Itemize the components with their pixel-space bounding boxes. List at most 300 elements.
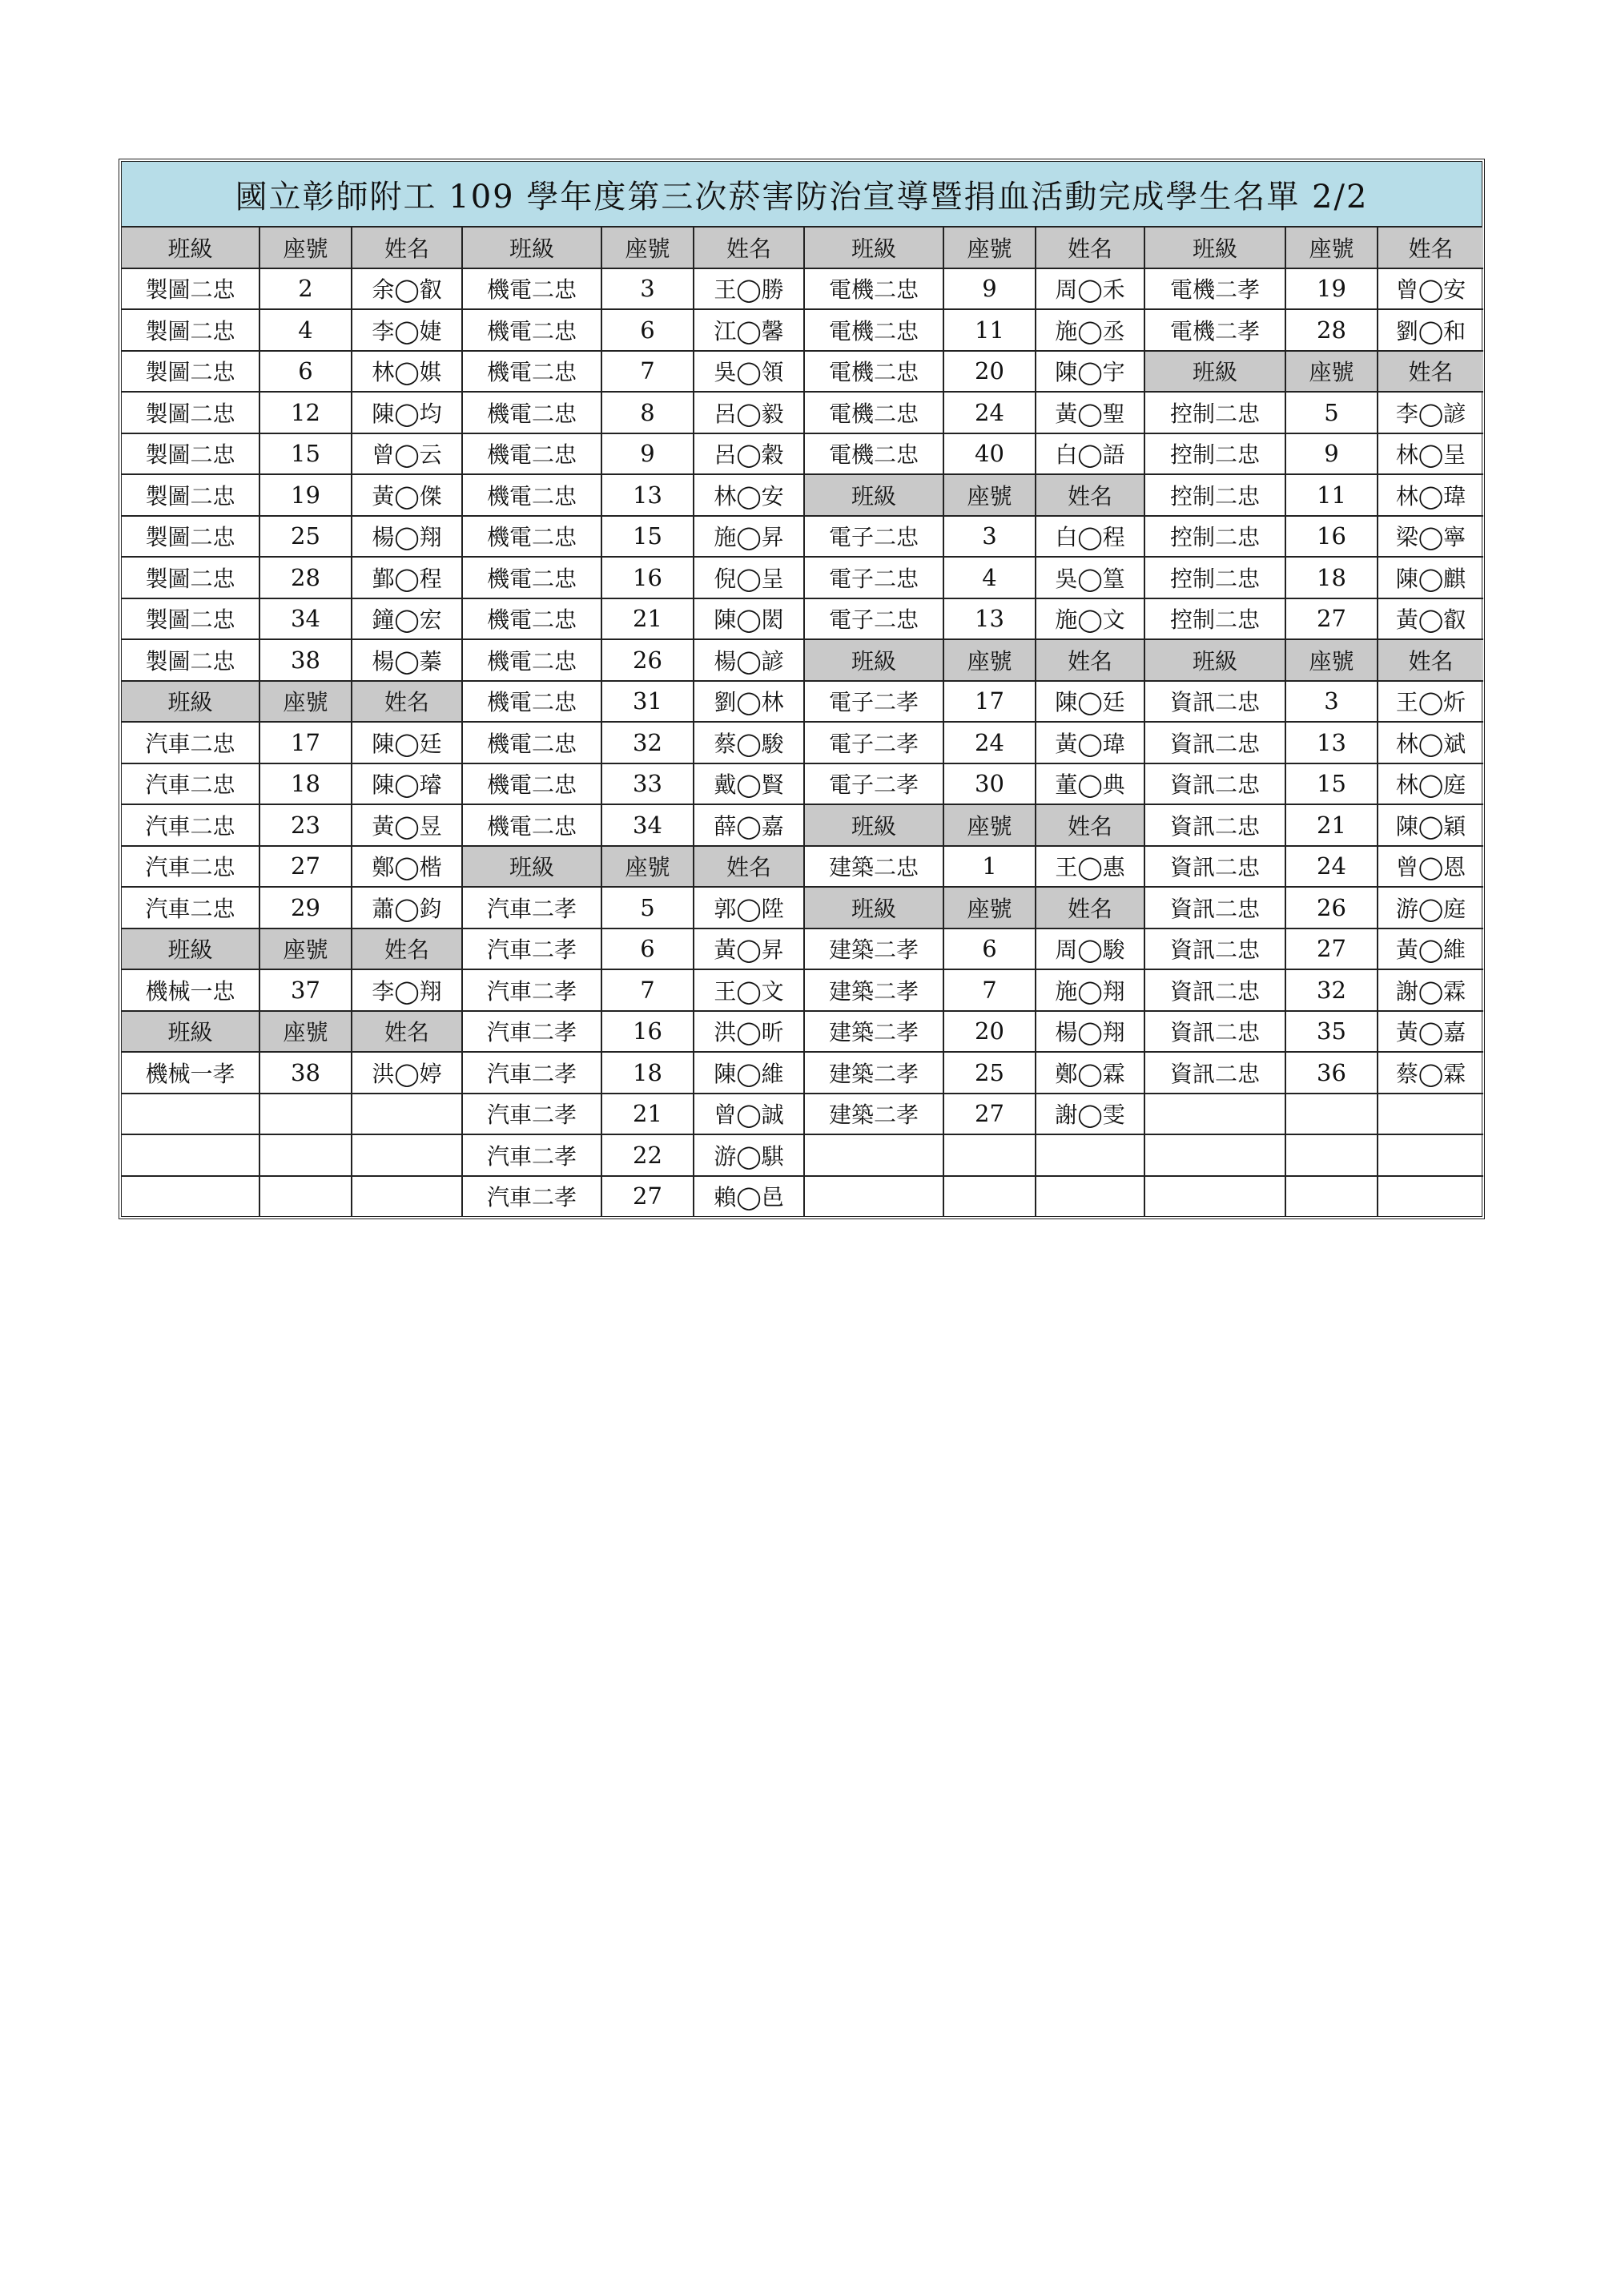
column-header-name: 姓名 bbox=[1378, 228, 1483, 268]
cell-name: 王◯勝 bbox=[694, 268, 804, 310]
cell-name bbox=[1036, 1176, 1144, 1217]
cell-class: 製圖二忠 bbox=[122, 433, 259, 475]
cell-seat bbox=[943, 1176, 1036, 1217]
cell-class: 電機二忠 bbox=[804, 433, 943, 475]
cell-name: 黃◯嘉 bbox=[1378, 1011, 1483, 1053]
cell-seat: 26 bbox=[601, 639, 694, 681]
cell-name: 林◯呈 bbox=[1378, 433, 1483, 475]
cell-name: 鄭◯楷 bbox=[352, 846, 462, 888]
cell-name: 謝◯霖 bbox=[1378, 969, 1483, 1011]
cell-seat: 27 bbox=[1285, 598, 1378, 640]
cell-seat: 27 bbox=[1285, 928, 1378, 970]
cell-seat: 21 bbox=[601, 1094, 694, 1135]
table-row bbox=[122, 1176, 1483, 1217]
cell-name: 陳◯維 bbox=[694, 1052, 804, 1094]
cell-seat: 6 bbox=[601, 928, 694, 970]
cell-seat: 3 bbox=[1285, 681, 1378, 723]
cell-class: 機電二忠 bbox=[462, 474, 601, 516]
cell-seat: 15 bbox=[601, 516, 694, 558]
cell-seat: 6 bbox=[943, 928, 1036, 970]
cell-name: 曾◯安 bbox=[1378, 268, 1483, 310]
table-row bbox=[122, 639, 1483, 681]
cell-seat: 1 bbox=[943, 846, 1036, 888]
cell-name bbox=[352, 1134, 462, 1176]
cell-seat: 7 bbox=[601, 969, 694, 1011]
cell-class: 機電二忠 bbox=[462, 516, 601, 558]
cell-seat: 34 bbox=[601, 804, 694, 846]
column-header-seat: 座號 bbox=[943, 887, 1036, 928]
cell-seat: 18 bbox=[601, 1052, 694, 1094]
cell-seat: 40 bbox=[943, 433, 1036, 475]
cell-name: 曾◯誠 bbox=[694, 1094, 804, 1135]
cell-name bbox=[1378, 1176, 1483, 1217]
cell-seat: 30 bbox=[943, 763, 1036, 805]
cell-class: 汽車二忠 bbox=[122, 722, 259, 763]
cell-class: 建築二孝 bbox=[804, 1052, 943, 1094]
cell-class: 電機二忠 bbox=[804, 268, 943, 310]
column-header-class: 班級 bbox=[1144, 351, 1285, 393]
cell-seat: 34 bbox=[259, 598, 352, 640]
cell-name: 陳◯宇 bbox=[1036, 351, 1144, 393]
cell-name: 林◯庭 bbox=[1378, 763, 1483, 805]
cell-class: 製圖二忠 bbox=[122, 474, 259, 516]
cell-class: 製圖二忠 bbox=[122, 309, 259, 351]
table-row bbox=[122, 681, 1483, 723]
cell-seat: 37 bbox=[259, 969, 352, 1011]
cell-seat: 13 bbox=[1285, 722, 1378, 763]
cell-class: 汽車二忠 bbox=[122, 887, 259, 928]
column-header-class: 班級 bbox=[804, 639, 943, 681]
cell-seat: 5 bbox=[1285, 392, 1378, 433]
cell-seat: 25 bbox=[943, 1052, 1036, 1094]
cell-name: 呂◯穀 bbox=[694, 433, 804, 475]
cell-class: 建築二孝 bbox=[804, 1094, 943, 1135]
cell-name: 黃◯昱 bbox=[352, 804, 462, 846]
column-header-class: 班級 bbox=[122, 681, 259, 723]
cell-class: 製圖二忠 bbox=[122, 351, 259, 393]
cell-name: 施◯丞 bbox=[1036, 309, 1144, 351]
cell-seat: 3 bbox=[601, 268, 694, 310]
cell-name: 薛◯嘉 bbox=[694, 804, 804, 846]
cell-seat: 24 bbox=[943, 392, 1036, 433]
cell-class: 製圖二忠 bbox=[122, 392, 259, 433]
cell-seat: 38 bbox=[259, 639, 352, 681]
cell-class bbox=[804, 1176, 943, 1217]
column-header-class: 班級 bbox=[804, 228, 943, 268]
cell-name bbox=[352, 1094, 462, 1135]
cell-name: 白◯程 bbox=[1036, 516, 1144, 558]
table-row bbox=[122, 763, 1483, 805]
cell-seat: 36 bbox=[1285, 1052, 1378, 1094]
column-header-name: 姓名 bbox=[1036, 639, 1144, 681]
cell-name: 周◯駿 bbox=[1036, 928, 1144, 970]
cell-seat: 21 bbox=[1285, 804, 1378, 846]
column-header-seat: 座號 bbox=[1285, 228, 1378, 268]
cell-seat: 3 bbox=[943, 516, 1036, 558]
cell-name: 施◯翔 bbox=[1036, 969, 1144, 1011]
cell-class: 電子二忠 bbox=[804, 598, 943, 640]
cell-seat: 17 bbox=[943, 681, 1036, 723]
cell-seat: 11 bbox=[1285, 474, 1378, 516]
cell-name: 鄞◯程 bbox=[352, 557, 462, 598]
table-row bbox=[122, 928, 1483, 970]
table-row bbox=[122, 1134, 1483, 1176]
cell-class: 電子二忠 bbox=[804, 516, 943, 558]
column-header-name: 姓名 bbox=[352, 681, 462, 723]
cell-name: 黃◯維 bbox=[1378, 928, 1483, 970]
cell-class: 機電二忠 bbox=[462, 392, 601, 433]
cell-class: 控制二忠 bbox=[1144, 392, 1285, 433]
cell-class: 建築二孝 bbox=[804, 928, 943, 970]
cell-name: 洪◯婷 bbox=[352, 1052, 462, 1094]
cell-seat: 20 bbox=[943, 351, 1036, 393]
cell-seat: 5 bbox=[601, 887, 694, 928]
cell-seat: 27 bbox=[943, 1094, 1036, 1135]
column-header-seat: 座號 bbox=[259, 681, 352, 723]
table-row bbox=[122, 351, 1483, 393]
column-header-class: 班級 bbox=[1144, 639, 1285, 681]
column-header-seat: 座號 bbox=[601, 846, 694, 888]
cell-class: 汽車二忠 bbox=[122, 804, 259, 846]
cell-seat: 4 bbox=[259, 309, 352, 351]
cell-seat: 29 bbox=[259, 887, 352, 928]
cell-seat: 19 bbox=[1285, 268, 1378, 310]
cell-seat: 20 bbox=[943, 1011, 1036, 1053]
cell-name: 戴◯賢 bbox=[694, 763, 804, 805]
column-header-name: 姓名 bbox=[1378, 351, 1483, 393]
cell-seat: 6 bbox=[259, 351, 352, 393]
table-row bbox=[122, 722, 1483, 763]
cell-class: 資訊二忠 bbox=[1144, 722, 1285, 763]
table-row bbox=[122, 309, 1483, 351]
column-header-seat: 座號 bbox=[943, 474, 1036, 516]
cell-class: 電子二孝 bbox=[804, 681, 943, 723]
cell-class bbox=[1144, 1134, 1285, 1176]
table-row bbox=[122, 228, 1483, 268]
column-header-name: 姓名 bbox=[1036, 228, 1144, 268]
cell-name: 倪◯呈 bbox=[694, 557, 804, 598]
cell-name: 林◯瑋 bbox=[1378, 474, 1483, 516]
cell-class: 資訊二忠 bbox=[1144, 1011, 1285, 1053]
cell-seat: 15 bbox=[259, 433, 352, 475]
cell-name: 黃◯昇 bbox=[694, 928, 804, 970]
cell-name: 王◯惠 bbox=[1036, 846, 1144, 888]
cell-seat: 13 bbox=[601, 474, 694, 516]
cell-seat: 16 bbox=[1285, 516, 1378, 558]
table-row bbox=[122, 598, 1483, 640]
cell-name: 施◯昇 bbox=[694, 516, 804, 558]
cell-seat: 16 bbox=[601, 557, 694, 598]
cell-seat: 24 bbox=[943, 722, 1036, 763]
cell-name: 李◯婕 bbox=[352, 309, 462, 351]
cell-name: 梁◯寧 bbox=[1378, 516, 1483, 558]
cell-class bbox=[122, 1134, 259, 1176]
cell-name bbox=[1378, 1094, 1483, 1135]
cell-seat: 15 bbox=[1285, 763, 1378, 805]
cell-class: 機電二忠 bbox=[462, 763, 601, 805]
cell-seat: 23 bbox=[259, 804, 352, 846]
column-header-seat: 座號 bbox=[601, 228, 694, 268]
cell-name: 施◯文 bbox=[1036, 598, 1144, 640]
cell-seat: 18 bbox=[259, 763, 352, 805]
cell-name: 呂◯毅 bbox=[694, 392, 804, 433]
cell-class bbox=[804, 1134, 943, 1176]
cell-seat: 32 bbox=[601, 722, 694, 763]
cell-class: 電機二忠 bbox=[804, 309, 943, 351]
cell-name: 曾◯恩 bbox=[1378, 846, 1483, 888]
column-header-name: 姓名 bbox=[352, 228, 462, 268]
column-header-seat: 座號 bbox=[943, 804, 1036, 846]
cell-name bbox=[352, 1176, 462, 1217]
cell-seat: 9 bbox=[601, 433, 694, 475]
cell-class: 汽車二孝 bbox=[462, 1134, 601, 1176]
cell-class: 控制二忠 bbox=[1144, 433, 1285, 475]
cell-seat: 27 bbox=[259, 846, 352, 888]
table-row bbox=[122, 392, 1483, 433]
cell-name bbox=[1378, 1134, 1483, 1176]
column-header-seat: 座號 bbox=[1285, 639, 1378, 681]
cell-seat: 38 bbox=[259, 1052, 352, 1094]
cell-seat: 27 bbox=[601, 1176, 694, 1217]
cell-class: 機電二忠 bbox=[462, 598, 601, 640]
cell-name: 李◯諺 bbox=[1378, 392, 1483, 433]
cell-class: 機電二忠 bbox=[462, 309, 601, 351]
cell-class: 汽車二忠 bbox=[122, 846, 259, 888]
cell-name: 鄭◯霖 bbox=[1036, 1052, 1144, 1094]
cell-class: 電機二孝 bbox=[1144, 309, 1285, 351]
cell-seat: 9 bbox=[1285, 433, 1378, 475]
table-row bbox=[122, 474, 1483, 516]
cell-seat: 19 bbox=[259, 474, 352, 516]
cell-name: 鐘◯宏 bbox=[352, 598, 462, 640]
cell-seat bbox=[259, 1134, 352, 1176]
column-header-name: 姓名 bbox=[694, 228, 804, 268]
table-row bbox=[122, 804, 1483, 846]
cell-class: 資訊二忠 bbox=[1144, 887, 1285, 928]
cell-class: 資訊二忠 bbox=[1144, 763, 1285, 805]
column-header-class: 班級 bbox=[804, 474, 943, 516]
cell-name: 曾◯云 bbox=[352, 433, 462, 475]
cell-class: 汽車二孝 bbox=[462, 1094, 601, 1135]
cell-class bbox=[1144, 1094, 1285, 1135]
cell-name: 陳◯閎 bbox=[694, 598, 804, 640]
cell-class: 汽車二孝 bbox=[462, 1176, 601, 1217]
cell-seat: 21 bbox=[601, 598, 694, 640]
cell-class: 機電二忠 bbox=[462, 268, 601, 310]
cell-name: 黃◯瑋 bbox=[1036, 722, 1144, 763]
cell-class: 資訊二忠 bbox=[1144, 1052, 1285, 1094]
cell-name: 洪◯昕 bbox=[694, 1011, 804, 1053]
cell-class: 資訊二忠 bbox=[1144, 969, 1285, 1011]
cell-class: 機電二忠 bbox=[462, 722, 601, 763]
cell-name: 劉◯林 bbox=[694, 681, 804, 723]
cell-name: 黃◯聖 bbox=[1036, 392, 1144, 433]
cell-class: 電機二孝 bbox=[1144, 268, 1285, 310]
cell-name: 周◯禾 bbox=[1036, 268, 1144, 310]
cell-class: 機電二忠 bbox=[462, 681, 601, 723]
cell-name: 蔡◯駿 bbox=[694, 722, 804, 763]
cell-class: 製圖二忠 bbox=[122, 557, 259, 598]
column-header-name: 姓名 bbox=[352, 1011, 462, 1053]
cell-name: 陳◯均 bbox=[352, 392, 462, 433]
cell-seat bbox=[259, 1094, 352, 1135]
table-row bbox=[122, 969, 1483, 1011]
cell-seat: 24 bbox=[1285, 846, 1378, 888]
column-header-class: 班級 bbox=[462, 228, 601, 268]
cell-seat: 33 bbox=[601, 763, 694, 805]
cell-seat: 12 bbox=[259, 392, 352, 433]
cell-seat: 9 bbox=[943, 268, 1036, 310]
table-row bbox=[122, 557, 1483, 598]
cell-name: 楊◯蓁 bbox=[352, 639, 462, 681]
cell-name: 蕭◯鈞 bbox=[352, 887, 462, 928]
cell-name: 陳◯璿 bbox=[352, 763, 462, 805]
cell-name: 林◯娸 bbox=[352, 351, 462, 393]
cell-class bbox=[122, 1176, 259, 1217]
cell-class: 控制二忠 bbox=[1144, 598, 1285, 640]
column-header-name: 姓名 bbox=[1378, 639, 1483, 681]
cell-seat: 13 bbox=[943, 598, 1036, 640]
cell-class: 資訊二忠 bbox=[1144, 804, 1285, 846]
cell-seat: 7 bbox=[943, 969, 1036, 1011]
cell-class: 汽車二孝 bbox=[462, 1011, 601, 1053]
column-header-class: 班級 bbox=[462, 846, 601, 888]
cell-name: 吳◯篁 bbox=[1036, 557, 1144, 598]
cell-seat: 16 bbox=[601, 1011, 694, 1053]
cell-name: 余◯叡 bbox=[352, 268, 462, 310]
cell-name: 謝◯雯 bbox=[1036, 1094, 1144, 1135]
table-row bbox=[122, 1094, 1483, 1135]
cell-seat bbox=[259, 1176, 352, 1217]
cell-class: 汽車二孝 bbox=[462, 1052, 601, 1094]
table-row bbox=[122, 516, 1483, 558]
cell-seat: 28 bbox=[1285, 309, 1378, 351]
column-header-seat: 座號 bbox=[259, 228, 352, 268]
cell-seat: 2 bbox=[259, 268, 352, 310]
cell-class: 汽車二孝 bbox=[462, 969, 601, 1011]
cell-class: 製圖二忠 bbox=[122, 598, 259, 640]
column-header-class: 班級 bbox=[122, 228, 259, 268]
document-title: 國立彰師附工 109 學年度第三次菸害防治宣導暨捐血活動完成學生名單 2/2 bbox=[122, 162, 1482, 228]
cell-name: 陳◯麒 bbox=[1378, 557, 1483, 598]
cell-name: 蔡◯霖 bbox=[1378, 1052, 1483, 1094]
student-roster-table bbox=[122, 228, 1483, 1216]
cell-name: 黃◯傑 bbox=[352, 474, 462, 516]
cell-class: 電機二忠 bbox=[804, 351, 943, 393]
cell-name: 黃◯叡 bbox=[1378, 598, 1483, 640]
cell-name bbox=[1036, 1134, 1144, 1176]
column-header-class: 班級 bbox=[122, 1011, 259, 1053]
cell-seat: 4 bbox=[943, 557, 1036, 598]
cell-name: 江◯馨 bbox=[694, 309, 804, 351]
cell-class: 電子二忠 bbox=[804, 557, 943, 598]
cell-seat: 7 bbox=[601, 351, 694, 393]
cell-name: 楊◯諺 bbox=[694, 639, 804, 681]
table-row bbox=[122, 846, 1483, 888]
cell-name: 白◯語 bbox=[1036, 433, 1144, 475]
table-row bbox=[122, 887, 1483, 928]
cell-class: 控制二忠 bbox=[1144, 557, 1285, 598]
column-header-name: 姓名 bbox=[1036, 804, 1144, 846]
cell-class: 機電二忠 bbox=[462, 557, 601, 598]
cell-class: 機械一忠 bbox=[122, 969, 259, 1011]
cell-seat: 8 bbox=[601, 392, 694, 433]
table-row bbox=[122, 268, 1483, 310]
cell-class: 機電二忠 bbox=[462, 433, 601, 475]
cell-class: 製圖二忠 bbox=[122, 268, 259, 310]
column-header-seat: 座號 bbox=[943, 228, 1036, 268]
column-header-seat: 座號 bbox=[943, 639, 1036, 681]
cell-class: 資訊二忠 bbox=[1144, 681, 1285, 723]
cell-name: 董◯典 bbox=[1036, 763, 1144, 805]
cell-class bbox=[1144, 1176, 1285, 1217]
cell-class: 汽車二忠 bbox=[122, 763, 259, 805]
cell-seat bbox=[1285, 1176, 1378, 1217]
cell-name: 賴◯邑 bbox=[694, 1176, 804, 1217]
cell-class: 建築二孝 bbox=[804, 969, 943, 1011]
column-header-seat: 座號 bbox=[259, 1011, 352, 1053]
cell-name: 吳◯領 bbox=[694, 351, 804, 393]
cell-name: 李◯翔 bbox=[352, 969, 462, 1011]
column-header-name: 姓名 bbox=[694, 846, 804, 888]
cell-class: 電子二孝 bbox=[804, 722, 943, 763]
cell-seat: 28 bbox=[259, 557, 352, 598]
column-header-class: 班級 bbox=[804, 804, 943, 846]
cell-name: 游◯騏 bbox=[694, 1134, 804, 1176]
cell-seat: 26 bbox=[1285, 887, 1378, 928]
column-header-class: 班級 bbox=[804, 887, 943, 928]
cell-seat: 32 bbox=[1285, 969, 1378, 1011]
cell-seat bbox=[1285, 1094, 1378, 1135]
cell-class: 機電二忠 bbox=[462, 804, 601, 846]
cell-class: 控制二忠 bbox=[1144, 516, 1285, 558]
cell-name: 林◯斌 bbox=[1378, 722, 1483, 763]
cell-class: 電機二忠 bbox=[804, 392, 943, 433]
column-header-name: 姓名 bbox=[352, 928, 462, 970]
column-header-name: 姓名 bbox=[1036, 887, 1144, 928]
cell-name: 陳◯穎 bbox=[1378, 804, 1483, 846]
cell-class: 機電二忠 bbox=[462, 351, 601, 393]
cell-seat: 11 bbox=[943, 309, 1036, 351]
cell-seat bbox=[1285, 1134, 1378, 1176]
cell-class: 機械一孝 bbox=[122, 1052, 259, 1094]
cell-name: 郭◯陞 bbox=[694, 887, 804, 928]
cell-seat: 18 bbox=[1285, 557, 1378, 598]
cell-name: 楊◯翔 bbox=[352, 516, 462, 558]
cell-seat bbox=[943, 1134, 1036, 1176]
cell-class: 資訊二忠 bbox=[1144, 928, 1285, 970]
cell-class: 製圖二忠 bbox=[122, 516, 259, 558]
cell-seat: 6 bbox=[601, 309, 694, 351]
cell-class: 機電二忠 bbox=[462, 639, 601, 681]
cell-name: 王◯炘 bbox=[1378, 681, 1483, 723]
table-row bbox=[122, 1052, 1483, 1094]
cell-seat: 31 bbox=[601, 681, 694, 723]
cell-class: 電子二孝 bbox=[804, 763, 943, 805]
column-header-class: 班級 bbox=[122, 928, 259, 970]
cell-class: 建築二忠 bbox=[804, 846, 943, 888]
cell-name: 王◯文 bbox=[694, 969, 804, 1011]
cell-class bbox=[122, 1094, 259, 1135]
cell-seat: 17 bbox=[259, 722, 352, 763]
cell-seat: 35 bbox=[1285, 1011, 1378, 1053]
cell-name: 林◯安 bbox=[694, 474, 804, 516]
cell-name: 楊◯翔 bbox=[1036, 1011, 1144, 1053]
column-header-class: 班級 bbox=[1144, 228, 1285, 268]
cell-seat: 25 bbox=[259, 516, 352, 558]
cell-seat: 22 bbox=[601, 1134, 694, 1176]
column-header-seat: 座號 bbox=[259, 928, 352, 970]
